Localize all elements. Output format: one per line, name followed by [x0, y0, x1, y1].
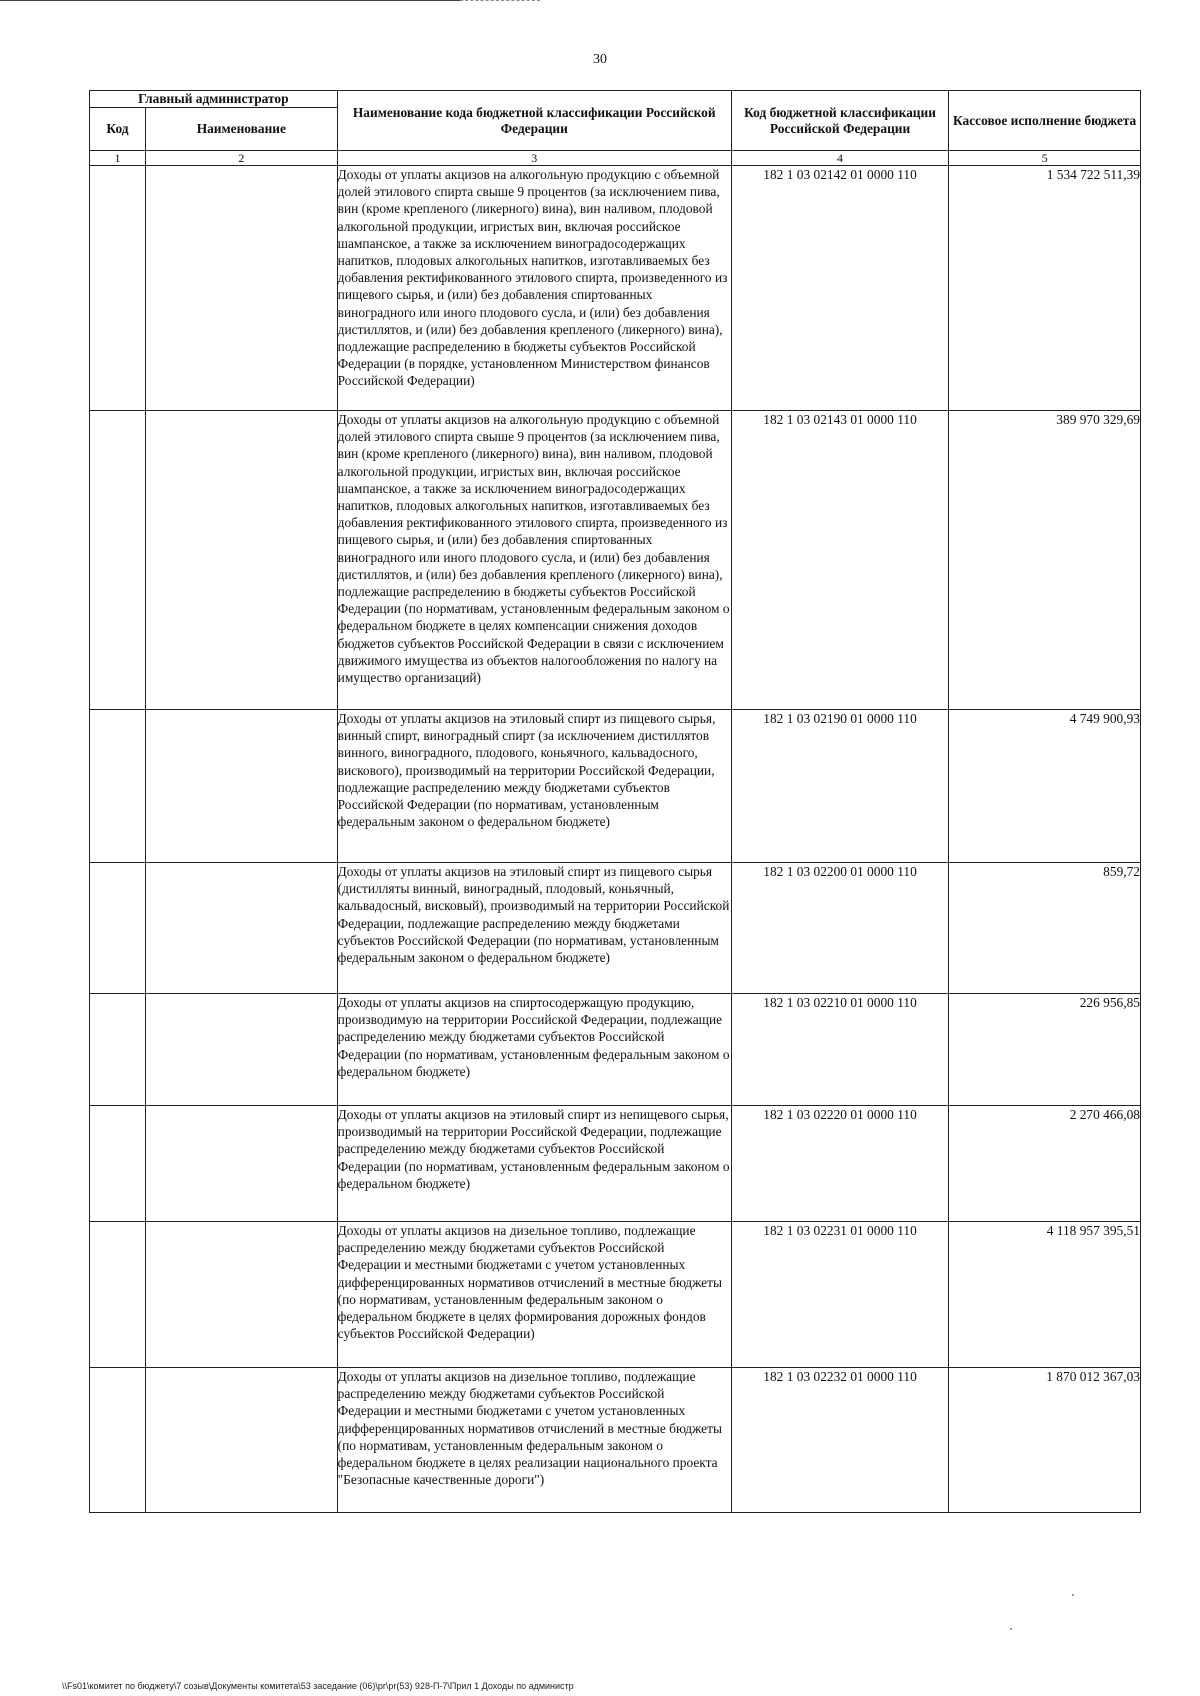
admin-name-cell: [145, 994, 337, 1106]
classification-code: 182 1 03 02210 01 0000 110: [731, 994, 949, 1106]
scan-top-line-dashed: [460, 0, 540, 1]
table-row: [90, 411, 1141, 710]
revenue-description: Доходы от уплаты акцизов на алкогольную продукцию с объемной долей этилового спирта свыше 9 процентов (за исключением пива, вин (кроме крепленого (ликерного) вина), вин наливом, плодовой алкогольной продукции, игристых вин, включая российское шампанское, а также за исключением виноградосодержащих напитков, плодовых алкогольных напитков, изготавливаемых без добавления ректификованного этилового спирта, произведенного из пищевого сырья, и (или) без добавления спиртованных виноградного или иного плодового сусла, и (или) без добавления дистиллятов, и (или) без добавления крепленого (ликерного) вина), подлежащие распределению в бюджеты субъектов Российской Федерации (по нормативам, установленным федеральным законом о федеральном бюджете в целях компенсации снижения доходов бюджетов субъектов Российской Федерации в связи с исключением движимого имущества из объектов налогообложения по налогу на имущество организаций): [337, 411, 731, 710]
execution-amount: 859,72: [949, 863, 1141, 994]
column-number: 1: [90, 151, 146, 166]
admin-code-cell: [90, 166, 146, 411]
admin-code-cell: [90, 411, 146, 710]
header-name: Наименование: [145, 108, 337, 151]
header-classification-code: Код бюджетной классификации Российской Федерации: [731, 91, 949, 151]
execution-amount: 1 870 012 367,03: [949, 1368, 1141, 1513]
classification-code: 182 1 03 02220 01 0000 110: [731, 1106, 949, 1222]
table-row: [90, 710, 1141, 863]
revenue-description: Доходы от уплаты акцизов на спиртосодержащую продукцию, производимую на территории Российской Федерации, подлежащие распределению между бюджетами субъектов Российской Федерации (по нормативам, установленным федеральным законом о федеральном бюджете): [337, 994, 731, 1106]
execution-amount: 1 534 722 511,39: [949, 166, 1141, 411]
header-classification-name: Наименование кода бюджетной классификации Российской Федерации: [337, 91, 731, 151]
execution-amount: 389 970 329,69: [949, 411, 1141, 710]
revenue-description: Доходы от уплаты акцизов на алкогольную продукцию с объемной долей этилового спирта свыше 9 процентов (за исключением пива, вин (кроме крепленого (ликерного) вина), вин наливом, плодовой алкогольной продукции, игристых вин, включая российское шампанское, а также за исключением виноградосодержащих напитков, плодовых алкогольных напитков, изготавливаемых без добавления ректификованного этилового спирта, произведенного из пищевого сырья, и (или) без добавления спиртованных виноградного или иного плодового сусла, и (или) без добавления дистиллятов, и (или) без добавления крепленого (ликерного) вина), подлежащие распределению в бюджеты субъектов Российской Федерации (в порядке, установленном Министерством финансов Российской Федерации): [337, 166, 731, 411]
table-row: [90, 994, 1141, 1106]
admin-name-cell: [145, 710, 337, 863]
revenue-table: [89, 90, 1141, 1513]
scan-speck: [1010, 1628, 1012, 1630]
execution-amount: 226 956,85: [949, 994, 1141, 1106]
column-number-row: [90, 151, 1141, 166]
table-row: [90, 1106, 1141, 1222]
column-number: 3: [337, 151, 731, 166]
admin-name-cell: [145, 1368, 337, 1513]
admin-name-cell: [145, 1106, 337, 1222]
execution-amount: 4 118 957 395,51: [949, 1222, 1141, 1368]
classification-code: 182 1 03 02190 01 0000 110: [731, 710, 949, 863]
admin-name-cell: [145, 411, 337, 710]
header-admin-group: Главный администратор: [90, 91, 338, 108]
execution-amount: 2 270 466,08: [949, 1106, 1141, 1222]
column-number: 5: [949, 151, 1141, 166]
column-number: 2: [145, 151, 337, 166]
table-row: [90, 1222, 1141, 1368]
classification-code: 182 1 03 02231 01 0000 110: [731, 1222, 949, 1368]
header-code: Код: [90, 108, 146, 151]
admin-name-cell: [145, 166, 337, 411]
table-row: [90, 1368, 1141, 1513]
header-execution: Кассовое исполнение бюджета: [949, 91, 1141, 151]
admin-code-cell: [90, 710, 146, 863]
table-row: [90, 166, 1141, 411]
execution-amount: 4 749 900,93: [949, 710, 1141, 863]
admin-name-cell: [145, 863, 337, 994]
revenue-description: Доходы от уплаты акцизов на этиловый спирт из непищевого сырья, производимый на территории Российской Федерации, подлежащие распределению между бюджетами субъектов Российской Федерации (по нормативам, установленным федеральным законом о федеральном бюджете): [337, 1106, 731, 1222]
revenue-description: Доходы от уплаты акцизов на этиловый спирт из пищевого сырья (дистилляты винный, виноградный, плодовый, коньячный, кальвадосный, висковый), производимый на территории Российской Федерации, подлежащие распределению между бюджетами субъектов Российской Федерации (по нормативам, установленным федеральным законом о федеральном бюджете): [337, 863, 731, 994]
table-row: [90, 863, 1141, 994]
classification-code: 182 1 03 02142 01 0000 110: [731, 166, 949, 411]
file-path-footer: \\Fs01\комитет по бюджету\7 созыв\Документы комитета\53 заседание (06)\pr\pr(53) 928-П-7\Прил 1 Доходы по администр: [62, 1681, 574, 1691]
admin-code-cell: [90, 1106, 146, 1222]
revenue-description: Доходы от уплаты акцизов на дизельное топливо, подлежащие распределению между бюджетами субъектов Российской Федерации и местными бюджетами с учетом установленных дифференцированных нормативов отчислений в местные бюджеты (по нормативам, установленным федеральным законом о федеральном бюджете в целях реализации национального проекта "Безопасные качественные дороги"): [337, 1368, 731, 1513]
classification-code: 182 1 03 02232 01 0000 110: [731, 1368, 949, 1513]
revenue-description: Доходы от уплаты акцизов на дизельное топливо, подлежащие распределению между бюджетами субъектов Российской Федерации и местными бюджетами с учетом установленных дифференцированных нормативов отчислений в местные бюджеты (по нормативам, установленным федеральным законом о федеральном бюджете в целях формирования дорожных фондов субъектов Российской Федерации): [337, 1222, 731, 1368]
scan-top-line: [0, 0, 460, 1]
classification-code: 182 1 03 02143 01 0000 110: [731, 411, 949, 710]
admin-code-cell: [90, 994, 146, 1106]
admin-code-cell: [90, 1368, 146, 1513]
page-number: 30: [593, 52, 607, 67]
scan-speck: [1072, 1594, 1074, 1596]
classification-code: 182 1 03 02200 01 0000 110: [731, 863, 949, 994]
admin-code-cell: [90, 1222, 146, 1368]
admin-code-cell: [90, 863, 146, 994]
admin-name-cell: [145, 1222, 337, 1368]
revenue-description: Доходы от уплаты акцизов на этиловый спирт из пищевого сырья, винный спирт, виноградный спирт (за исключением дистиллятов винного, виноградного, плодового, коньячного, кальвадосного, вискового), производимый на территории Российской Федерации, подлежащие распределению между бюджетами субъектов Российской Федерации (по нормативам, установленным федеральным законом о федеральном бюджете): [337, 710, 731, 863]
column-number: 4: [731, 151, 949, 166]
